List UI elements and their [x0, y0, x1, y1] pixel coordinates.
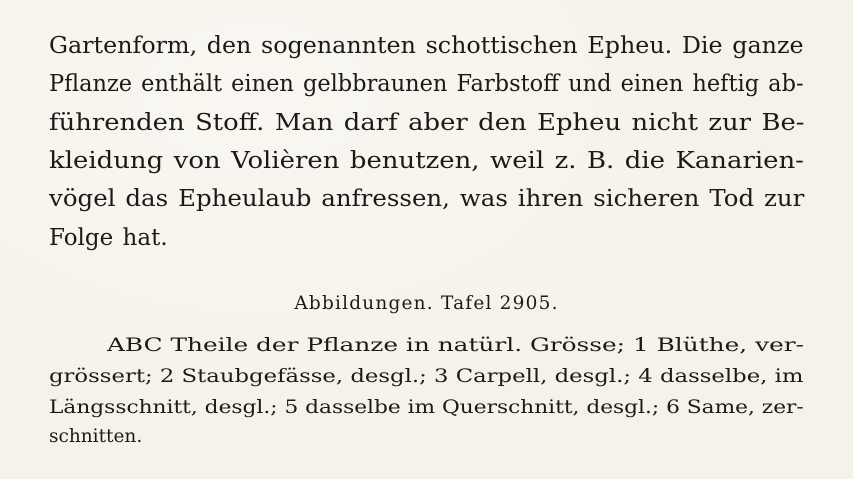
figures-heading: Abbildungen. Tafel 2905. — [294, 293, 559, 314]
body-text-line: Pflanze enthält einen gelbbraunen Farbstoff und einen heftig ab- — [49, 71, 804, 97]
body-text-line: Folge hat. — [49, 225, 168, 251]
caption-line: schnitten. — [49, 426, 143, 447]
body-text-line: kleidung von Volièren benutzen, weil z. B. die Kanarien- — [49, 148, 804, 174]
caption-line: ABC Theile der Pflanze in natürl. Grösse; 1 Blüthe, ver- — [107, 335, 804, 356]
body-text-line: vögel das Epheulaub anfressen, was ihren sicheren Tod zur — [49, 186, 805, 212]
body-text-line: führenden Stoff. Man darf aber den Epheu nicht zur Be- — [49, 110, 805, 136]
body-text-line: Gartenform, den sogenannten schottischen Epheu. Die ganze — [49, 33, 804, 59]
caption-line: grössert; 2 Staubgefässe, desgl.; 3 Carpell, desgl.; 4 dasselbe, im — [49, 366, 804, 387]
caption-line: Längsschnitt, desgl.; 5 dasselbe im Querschnitt, desgl.; 6 Same, zer- — [49, 397, 804, 418]
